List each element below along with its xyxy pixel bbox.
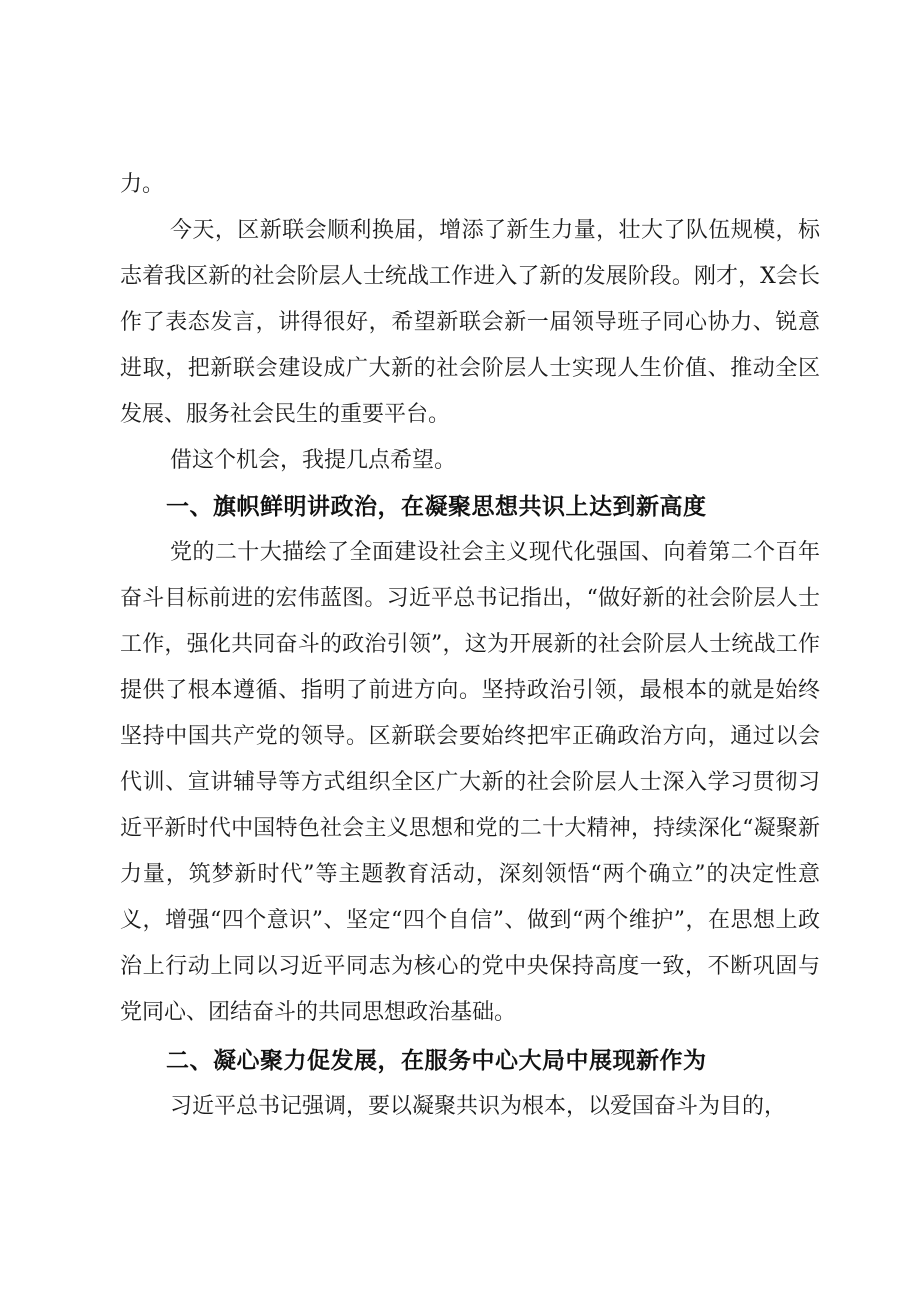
paragraph-intro: 今天，区新联会顺利换届，增添了新生力量，壮大了队伍规模，标志着我区新的社会阶层人士统战工作进入了新的发展阶段。刚才，X会长作了表态发言，讲得很好，希望新联会新一届领导班子同心协力、锐意进取，把新联会建设成广大新的社会阶层人士实现人生价值、推动全区发展、服务社会民生的重要平台。 <box>120 218 820 427</box>
section-heading-2: 二、凝心聚力促发展，在服务中心大局中展现新作为 <box>166 1048 707 1074</box>
document-body <box>120 162 820 1130</box>
paragraph-continuation: 力。 <box>120 172 165 197</box>
paragraph-section-1: 党的二十大描绘了全面建设社会主义现代化强国、向着第二个百年奋斗目标前进的宏伟蓝图。习近平总书记指出，“做好新的社会阶层人士工作，强化共同奋斗的政治引领”，这为开展新的社会阶层人士统战工作提供了根本遵循、指明了前进方向。坚持政治引领，最根本的就是始终坚持中国共产党的领导。区新联会要始终把牢正确政治方向，通过以会代训、宣讲辅导等方式组织全区广大新的社会阶层人士深入学习贯彻习近平新时代中国特色社会主义思想和党的二十大精神，持续深化“凝聚新力量，筑梦新时代”等主题教育活动，深刻领悟“两个确立”的决定性意义，增强“四个意识”、坚定“四个自信”、做到“两个维护”，在思想上政治上行动上同以习近平同志为核心的党中央保持高度一致，不断巩固与党同心、团结奋斗的共同思想政治基础。 <box>120 540 820 1025</box>
paragraph-hopes: 借这个机会，我提几点希望。 <box>170 448 457 473</box>
paragraph-section-2: 习近平总书记强调，要以凝聚共识为根本，以爱国奋斗为目的， <box>170 1094 787 1119</box>
section-heading-1: 一、旗帜鲜明讲政治，在凝聚思想共识上达到新高度 <box>166 494 707 520</box>
